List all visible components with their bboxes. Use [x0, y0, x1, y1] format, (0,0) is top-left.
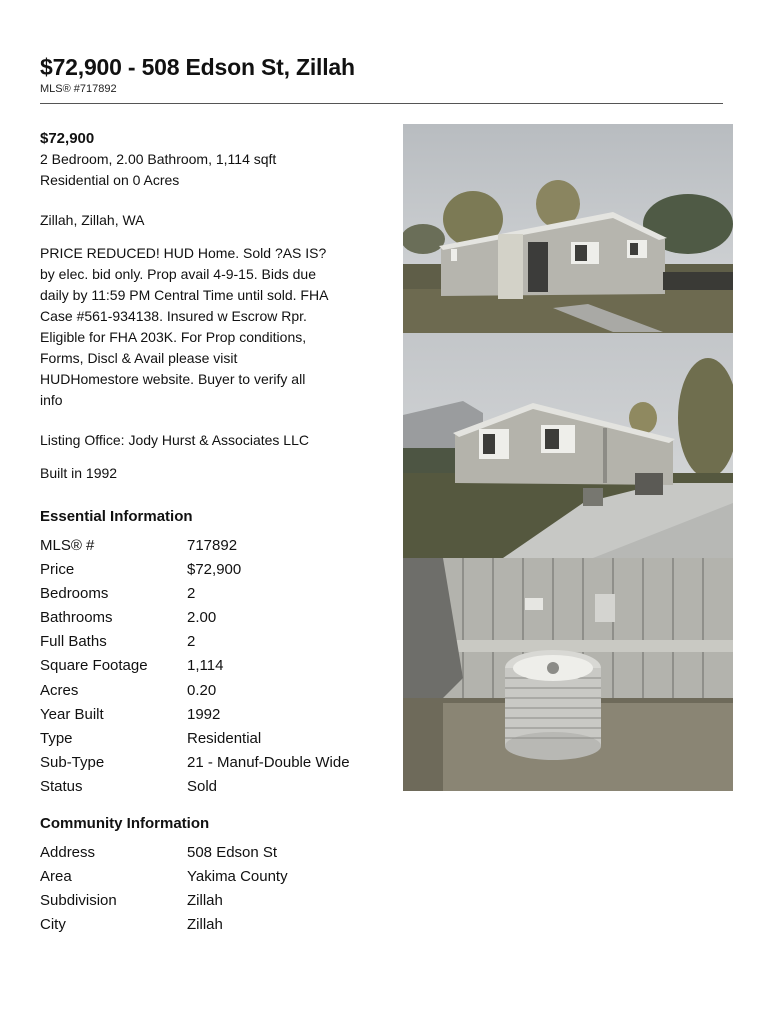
table-row	[40, 703, 350, 727]
table-row	[40, 679, 350, 703]
essential-info-table	[40, 534, 350, 799]
field-label: Bathrooms	[40, 609, 113, 627]
table-row	[40, 654, 350, 678]
field-label: Acres	[40, 681, 79, 699]
table-row	[40, 841, 288, 865]
listing-type: Residential on 0 Acres	[40, 172, 180, 188]
house-front-photo	[403, 124, 733, 333]
listing-specs: 2 Bedroom, 2.00 Bathroom, 1,114 sqft	[40, 151, 277, 167]
table-row	[40, 889, 288, 913]
listing-office: Listing Office: Jody Hurst & Associates LLC	[40, 432, 309, 448]
field-value: 2	[187, 585, 196, 603]
description-line: PRICE REDUCED! HUD Home. Sold ?AS IS?	[40, 245, 327, 261]
year-built-line: Built in 1992	[40, 465, 118, 481]
listing-description	[40, 243, 385, 411]
field-label: Subdivision	[40, 892, 117, 910]
table-row	[40, 775, 350, 799]
community-info-heading: Community Information	[40, 815, 210, 833]
description-line: by elec. bid only. Prop avail 4-9-15. Bids due	[40, 266, 317, 282]
field-value: Zillah	[187, 892, 223, 910]
field-value: 1992	[187, 705, 221, 723]
table-row	[40, 582, 350, 606]
field-label: Type	[40, 729, 73, 747]
field-label: Square Footage	[40, 657, 148, 675]
field-value: 2	[187, 633, 196, 651]
description-line: HUDHomestore website. Buyer to verify all	[40, 371, 306, 387]
header-divider	[40, 103, 723, 104]
field-value: 2.00	[187, 609, 217, 627]
table-row	[40, 534, 350, 558]
table-row	[40, 865, 288, 889]
field-value: 21 - Manuf-Double Wide	[187, 753, 350, 771]
field-label: Full Baths	[40, 633, 107, 651]
field-label: Bedrooms	[40, 585, 109, 603]
table-row	[40, 727, 350, 751]
description-line: info	[40, 392, 63, 408]
table-row	[40, 630, 350, 654]
field-label: City	[40, 916, 66, 934]
field-value: Zillah	[187, 916, 223, 934]
field-label: Area	[40, 868, 72, 886]
ac-unit-photo	[403, 558, 733, 791]
field-label: Status	[40, 777, 83, 795]
field-value: $72,900	[187, 561, 242, 579]
table-row	[40, 558, 350, 582]
essential-info-heading: Essential Information	[40, 508, 193, 525]
listing-details	[40, 129, 385, 937]
field-label: Year Built	[40, 705, 104, 723]
field-value: Yakima County	[187, 868, 288, 886]
community-info-table	[40, 841, 288, 937]
page-title: $72,900 - 508 Edson St, Zillah	[40, 54, 355, 80]
listing-location: Zillah, Zillah, WA	[40, 212, 145, 228]
table-row	[40, 751, 350, 775]
house-side-photo	[403, 333, 733, 558]
description-line: daily by 11:59 PM Central Time until sold. FHA	[40, 287, 329, 303]
table-row	[40, 913, 288, 937]
field-value: 1,114	[187, 657, 224, 675]
description-line: Eligible for FHA 203K. For Prop conditions,	[40, 329, 307, 345]
listing-price: $72,900	[40, 130, 95, 147]
field-label: Price	[40, 561, 75, 579]
field-value: Sold	[187, 777, 218, 795]
field-value: Residential	[187, 729, 262, 747]
description-line: Forms, Discl & Avail please visit	[40, 350, 238, 366]
table-row	[40, 606, 350, 630]
mls-number: MLS® #717892	[40, 83, 117, 95]
field-label: MLS® #	[40, 537, 95, 554]
field-value: 717892	[187, 537, 238, 554]
description-line: Case #561-934138. Insured w Escrow Rpr.	[40, 308, 307, 324]
field-label: Sub-Type	[40, 753, 105, 771]
field-value: 508 Edson St	[187, 844, 278, 862]
photo-gallery	[403, 124, 733, 791]
field-label: Address	[40, 844, 96, 862]
field-value: 0.20	[187, 681, 217, 699]
